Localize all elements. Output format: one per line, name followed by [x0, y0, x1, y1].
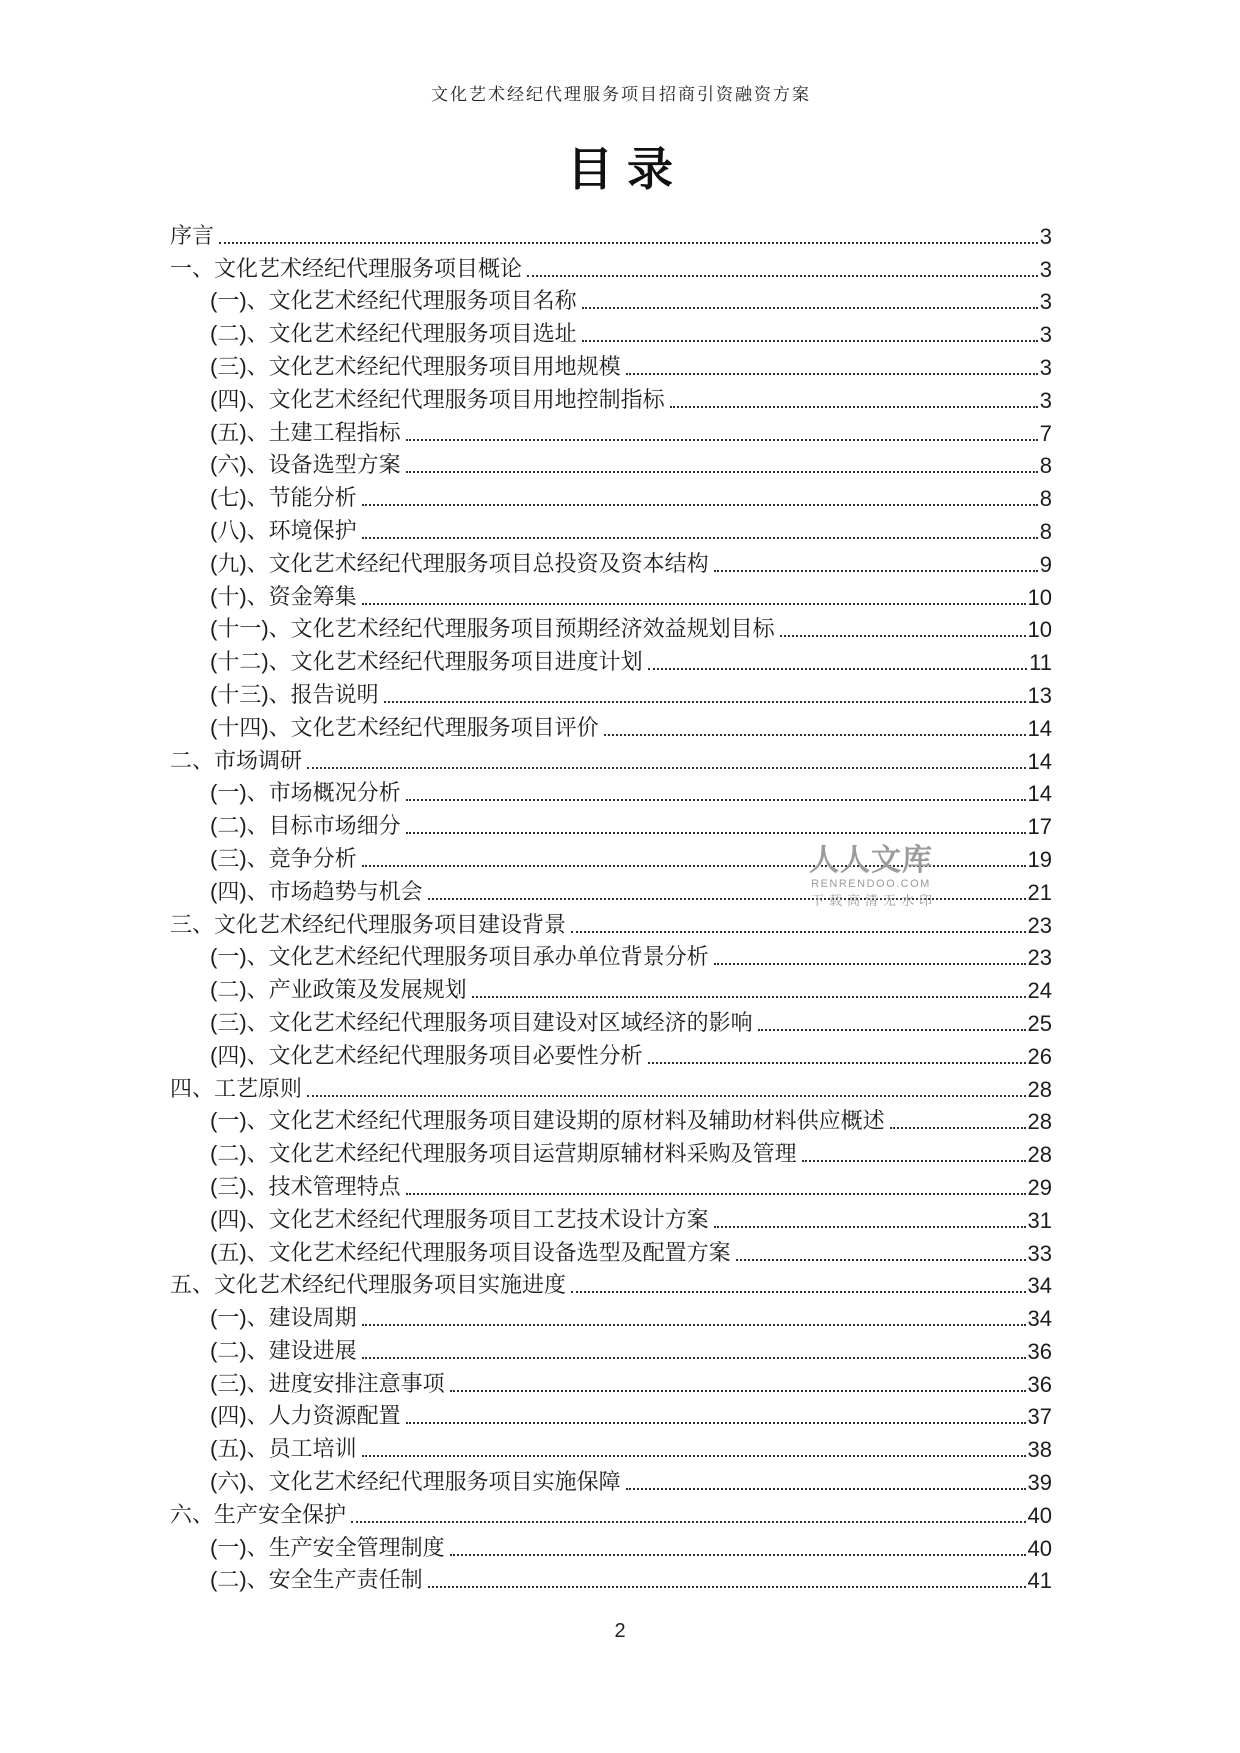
toc-entry[interactable] [170, 414, 1052, 447]
toc-entry[interactable] [170, 709, 1052, 742]
toc-page-number: 3 [1039, 256, 1052, 282]
toc-entry-label: (三)、进度安排注意事项 [210, 1370, 445, 1396]
toc-entry[interactable] [170, 1103, 1052, 1136]
toc-dot-leader [406, 471, 1038, 473]
toc-page-number: 36 [1027, 1338, 1052, 1364]
toc-entry-label: (三)、竞争分析 [210, 845, 357, 871]
toc-entry[interactable] [170, 611, 1052, 644]
toc-entry[interactable] [170, 250, 1052, 283]
toc-page-number: 34 [1027, 1306, 1052, 1332]
toc-entry-label: 三、文化艺术经纪代理服务项目建设背景 [170, 911, 567, 937]
toc-dot-leader [714, 570, 1038, 572]
toc-page-number: 33 [1027, 1240, 1052, 1266]
toc-page-number: 3 [1039, 322, 1052, 348]
toc-page-number: 8 [1039, 486, 1052, 512]
toc-entry-label: (十二)、文化艺术经纪代理服务项目进度计划 [210, 649, 643, 675]
toc-entry[interactable] [170, 742, 1052, 775]
toc-dot-leader [527, 275, 1038, 277]
toc-entry-label: (二)、文化艺术经纪代理服务项目选址 [210, 321, 577, 347]
watermark-domain: RENRENDOO.COM [811, 878, 931, 890]
toc-entry[interactable] [170, 1496, 1052, 1529]
toc-dot-leader [758, 1029, 1026, 1031]
toc-entry-label: (一)、文化艺术经纪代理服务项目名称 [210, 288, 577, 314]
toc-entry[interactable] [170, 447, 1052, 480]
toc-entry[interactable] [170, 775, 1052, 808]
toc-title: 目录 [567, 144, 687, 195]
toc-entry[interactable] [170, 283, 1052, 316]
toc-dot-leader [219, 242, 1038, 244]
toc-page-number: 28 [1027, 1076, 1052, 1102]
toc-entry[interactable] [170, 1168, 1052, 1201]
toc-page-number: 31 [1027, 1207, 1052, 1233]
toc-entry-label: (三)、文化艺术经纪代理服务项目建设对区域经济的影响 [210, 1009, 753, 1035]
toc-page-number: 9 [1039, 551, 1052, 577]
toc-dot-leader [604, 734, 1026, 736]
toc-entry[interactable] [170, 348, 1052, 381]
toc-page-number: 37 [1027, 1404, 1052, 1430]
toc-dot-leader [890, 1127, 1026, 1129]
toc-page-number: 3 [1039, 387, 1052, 413]
toc-entry-label: (一)、文化艺术经纪代理服务项目建设期的原材料及辅助材料供应概述 [210, 1108, 885, 1134]
toc-entry[interactable] [170, 1332, 1052, 1365]
toc-entry[interactable] [170, 873, 1052, 906]
toc-entry-label: 五、文化艺术经纪代理服务项目实施进度 [170, 1272, 567, 1298]
toc-entry-label: (十)、资金筹集 [210, 583, 357, 609]
toc-dot-leader [362, 1324, 1026, 1326]
toc-entry-label: (二)、文化艺术经纪代理服务项目运营期原辅材料采购及管理 [210, 1141, 797, 1167]
toc-entry-label: (六)、设备选型方案 [210, 452, 401, 478]
toc-dot-leader [406, 1193, 1026, 1195]
toc-entry[interactable] [170, 807, 1052, 840]
toc-dot-leader [406, 832, 1026, 834]
toc-entry-label: (三)、文化艺术经纪代理服务项目用地规模 [210, 353, 621, 379]
toc-page-number: 38 [1027, 1437, 1052, 1463]
toc-dot-leader [362, 537, 1038, 539]
toc-entry-label: (二)、目标市场细分 [210, 813, 401, 839]
toc-page-number: 23 [1027, 945, 1052, 971]
toc-entry[interactable] [170, 1529, 1052, 1562]
toc-dot-leader [362, 603, 1026, 605]
toc-entry[interactable] [170, 1135, 1052, 1168]
toc-entry[interactable] [170, 1430, 1052, 1463]
toc-entry-label: (四)、文化艺术经纪代理服务项目必要性分析 [210, 1042, 643, 1068]
toc-page-number: 10 [1027, 617, 1052, 643]
toc-dot-leader [362, 504, 1038, 506]
toc-page-number: 25 [1027, 1010, 1052, 1036]
toc-page-number: 13 [1027, 682, 1052, 708]
toc-dot-leader [571, 1291, 1026, 1293]
toc-page-number: 14 [1027, 715, 1052, 741]
toc-page-number: 28 [1027, 1142, 1052, 1168]
toc-entry-label: (二)、安全生产责任制 [210, 1567, 423, 1593]
toc-entry-label: (四)、市场趋势与机会 [210, 878, 423, 904]
toc-page-number: 3 [1039, 223, 1052, 249]
toc-entry[interactable] [170, 1037, 1052, 1070]
toc-dot-leader [362, 865, 1026, 867]
toc-entry-label: (一)、市场概况分析 [210, 780, 401, 806]
toc-entry[interactable] [170, 381, 1052, 414]
toc-page-number: 24 [1027, 978, 1052, 1004]
toc-entry-label: 六、生产安全保护 [170, 1501, 347, 1527]
toc-entry[interactable] [170, 906, 1052, 939]
toc-dot-leader [450, 1554, 1026, 1556]
toc-entry-label: (十一)、文化艺术经纪代理服务项目预期经济效益规划目标 [210, 616, 775, 642]
toc-page-number: 26 [1027, 1043, 1052, 1069]
toc-entry[interactable] [170, 1070, 1052, 1103]
toc-page-number: 40 [1027, 1502, 1052, 1528]
toc-entry-label: (三)、技术管理特点 [210, 1173, 401, 1199]
toc-dot-leader [362, 1357, 1026, 1359]
toc-dot-leader [736, 1259, 1026, 1261]
document-header-title: 文化艺术经纪代理服务项目招商引资融资方案 [431, 85, 811, 104]
toc-dot-leader [626, 373, 1038, 375]
toc-page-number: 34 [1027, 1273, 1052, 1299]
toc-dot-leader [670, 406, 1038, 408]
toc-entry[interactable] [170, 1562, 1052, 1595]
toc-entry-label: (二)、建设进展 [210, 1337, 357, 1363]
toc-page-number: 29 [1027, 1174, 1052, 1200]
toc-entry-label: 序言 [170, 222, 215, 248]
toc-entry-label: 四、工艺原则 [170, 1075, 303, 1101]
toc-dot-leader [362, 1455, 1026, 1457]
toc-entry-label: (十三)、报告说明 [210, 681, 379, 707]
toc-entry-label: (四)、人力资源配置 [210, 1403, 401, 1429]
toc-entry[interactable] [170, 676, 1052, 709]
page-number-footer: 2 [614, 1620, 626, 1642]
toc-dot-leader [428, 898, 1026, 900]
toc-entry[interactable] [170, 1463, 1052, 1496]
toc-entry[interactable] [170, 1234, 1052, 1267]
toc-entry-label: (五)、员工培训 [210, 1436, 357, 1462]
toc-entry[interactable] [170, 971, 1052, 1004]
table-of-contents [170, 217, 1052, 1594]
toc-page-number: 36 [1027, 1371, 1052, 1397]
toc-entry-label: (十四)、文化艺术经纪代理服务项目评价 [210, 714, 599, 740]
toc-entry-label: 二、市场调研 [170, 747, 303, 773]
toc-dot-leader [626, 1488, 1026, 1490]
toc-entry-label: (六)、文化艺术经纪代理服务项目实施保障 [210, 1469, 621, 1495]
toc-page-number: 10 [1027, 584, 1052, 610]
toc-dot-leader [351, 1521, 1026, 1523]
toc-entry-label: 一、文化艺术经纪代理服务项目概论 [170, 255, 523, 281]
toc-entry[interactable] [170, 512, 1052, 545]
toc-dot-leader [582, 340, 1038, 342]
toc-page-number: 21 [1027, 879, 1052, 905]
toc-dot-leader [450, 1390, 1026, 1392]
toc-page-number: 41 [1027, 1568, 1052, 1594]
toc-page-number: 3 [1039, 289, 1052, 315]
toc-dot-leader [406, 1422, 1026, 1424]
toc-dot-leader [406, 439, 1038, 441]
toc-page-number: 17 [1027, 814, 1052, 840]
toc-entry-label: (八)、环境保护 [210, 517, 357, 543]
toc-page-number: 19 [1027, 846, 1052, 872]
toc-dot-leader [648, 1062, 1026, 1064]
toc-entry[interactable] [170, 939, 1052, 972]
toc-entry-label: (四)、文化艺术经纪代理服务项目工艺技术设计方案 [210, 1206, 709, 1232]
toc-dot-leader [571, 931, 1026, 933]
toc-dot-leader [472, 996, 1026, 998]
toc-page-number: 11 [1029, 650, 1052, 676]
toc-page-number: 3 [1039, 354, 1052, 380]
watermark-tagline: 下载高清无水印 [811, 893, 938, 908]
toc-entry[interactable] [170, 578, 1052, 611]
toc-entry-label: (四)、文化艺术经纪代理服务项目用地控制指标 [210, 386, 665, 412]
toc-entry[interactable] [170, 545, 1052, 578]
toc-entry[interactable] [170, 315, 1052, 348]
toc-entry[interactable] [170, 1398, 1052, 1431]
toc-entry-label: (一)、生产安全管理制度 [210, 1534, 445, 1560]
toc-dot-leader [714, 1226, 1026, 1228]
toc-dot-leader [714, 963, 1026, 965]
toc-entry-label: (五)、文化艺术经纪代理服务项目设备选型及配置方案 [210, 1239, 731, 1265]
toc-dot-leader [648, 668, 1028, 670]
toc-dot-leader [307, 767, 1026, 769]
toc-entry[interactable] [170, 1201, 1052, 1234]
toc-entry[interactable] [170, 217, 1052, 250]
toc-entry[interactable] [170, 479, 1052, 512]
toc-dot-leader [802, 1160, 1026, 1162]
toc-dot-leader [428, 1586, 1026, 1588]
toc-page-number: 28 [1027, 1109, 1052, 1135]
toc-page-number: 8 [1039, 453, 1052, 479]
toc-entry[interactable] [170, 1267, 1052, 1300]
toc-page-number: 8 [1039, 518, 1052, 544]
toc-entry[interactable] [170, 840, 1052, 873]
toc-entry-label: (五)、土建工程指标 [210, 419, 401, 445]
toc-entry-label: (七)、节能分析 [210, 485, 357, 511]
toc-entry-label: (一)、文化艺术经纪代理服务项目承办单位背景分析 [210, 944, 709, 970]
toc-page-number: 23 [1027, 912, 1052, 938]
toc-page-number: 14 [1027, 781, 1052, 807]
toc-entry[interactable] [170, 1004, 1052, 1037]
toc-entry[interactable] [170, 1299, 1052, 1332]
toc-entry[interactable] [170, 643, 1052, 676]
toc-entry-label: (二)、产业政策及发展规划 [210, 977, 467, 1003]
toc-dot-leader [406, 799, 1026, 801]
toc-dot-leader [384, 701, 1026, 703]
watermark-logo-text: 人人文库 [809, 844, 933, 877]
toc-page-number: 14 [1027, 748, 1052, 774]
toc-dot-leader [307, 1095, 1026, 1097]
toc-page-number: 7 [1039, 420, 1052, 446]
toc-page-number: 39 [1027, 1470, 1052, 1496]
toc-entry[interactable] [170, 1365, 1052, 1398]
toc-dot-leader [582, 307, 1038, 309]
toc-page-number: 40 [1027, 1535, 1052, 1561]
toc-entry-label: (九)、文化艺术经纪代理服务项目总投资及资本结构 [210, 550, 709, 576]
toc-entry-label: (一)、建设周期 [210, 1305, 357, 1331]
toc-dot-leader [780, 635, 1026, 637]
